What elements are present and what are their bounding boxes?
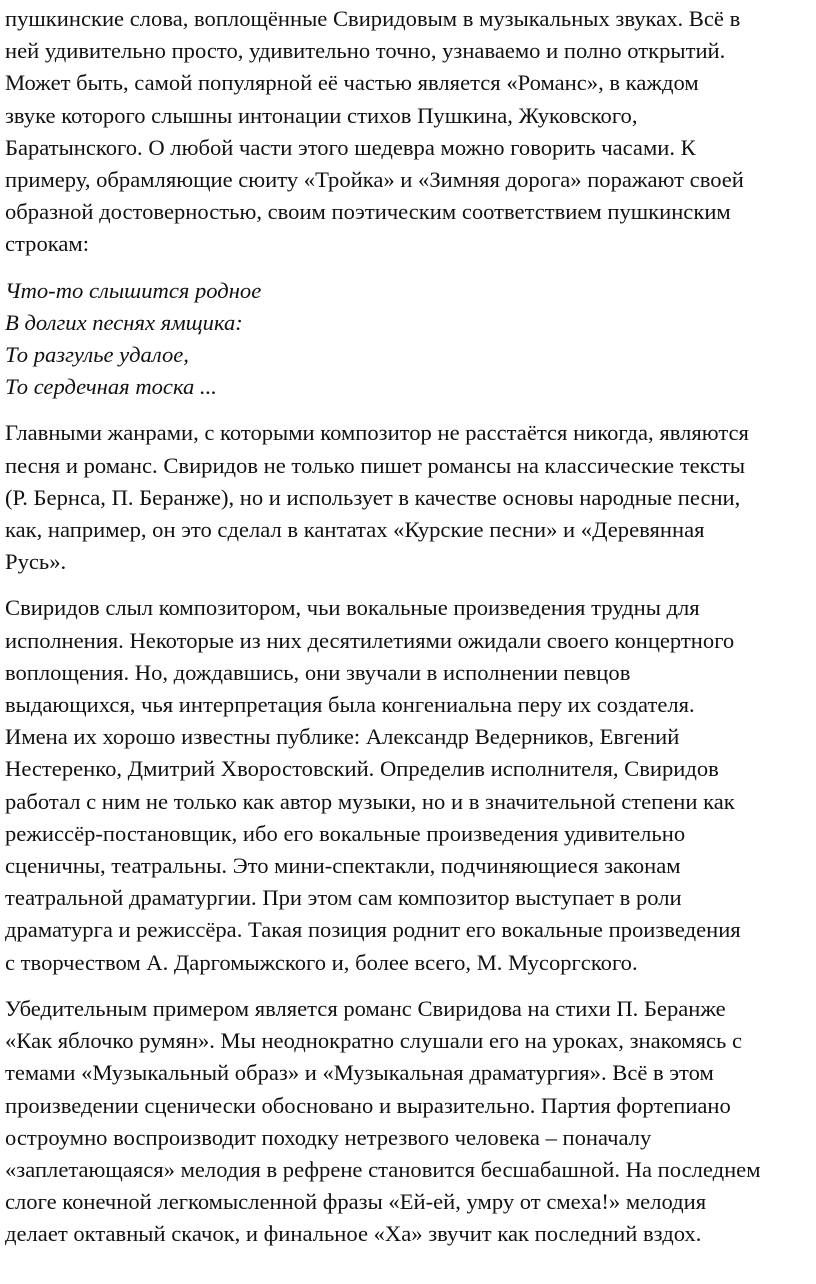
text-line: (Р. Бернса, П. Беранже), но и использует в качестве основы народные песни, [5,484,741,510]
text-line: ней удивительно просто, удивительно точно, узнаваемо и полно открытий. [5,38,726,64]
text-line: Убедительным примером является романс Свиридова на стихи П. Беранже [5,995,726,1021]
text-line: театральной драматургии. При этом сам композитор выступает в роли [5,885,682,911]
paragraph-genres [5,417,813,578]
verse-line: То сердечная тоска ... [5,374,217,400]
text-line: как, например, он это сделал в кантатах «Курские песни» и «Деревянная [5,517,705,543]
text-line: выдающихся, чья интерпретация была конгениальна перу их создателя. [5,692,695,718]
verse-line: В долгих песнях ямщика: [5,309,243,335]
text-line: Баратынского. О любой части этого шедевра можно говорить часами. К [5,134,696,160]
text-line: режиссёр-постановщик, ибо его вокальные произведения удивительно [5,820,686,846]
paragraph-vocal-works [5,592,813,978]
text-line: Русь». [5,549,67,575]
verse-line: То разгулье удалое, [5,342,189,368]
text-line: «Как яблочко румян». Мы неоднократно слушали его на уроках, знакомясь с [5,1028,743,1054]
text-line: образной достоверностью, своим поэтическим соответствием пушкинским [5,199,731,225]
text-line: Имена их хорошо известны публике: Александр Ведерников, Евгений [5,724,680,750]
text-line: звуке которого слышны интонации стихов Пушкина, Жуковского, [5,102,638,128]
text-line: исполнения. Некоторые из них десятилетиями ожидали своего концертного [5,627,735,653]
text-line: Нестеренко, Дмитрий Хворостовский. Определив исполнителя, Свиридов [5,756,719,782]
text-line: сценичны, театральны. Это мини-спектакли, подчиняющиеся законам [5,853,681,879]
text-line: Главными жанрами, с которыми композитор не расстаётся никогда, являются [5,420,749,446]
text-line: строкам: [5,231,90,257]
text-line: слоге конечной легкомысленной фразы «Ей-ей, умру от смеха!» мелодия [5,1189,707,1215]
text-line: песня и романс. Свиридов не только пишет романсы на классические тексты [5,452,746,478]
text-line: Свиридов слыл композитором, чьи вокальные произведения трудны для [5,595,700,621]
text-line: остроумно воспроизводит походку нетрезвого человека – поначалу [5,1124,652,1150]
text-line: Может быть, самой популярной её частью является «Романс», в каждом [5,70,699,96]
text-line: «заплетающаяся» мелодия в рефрене становится бесшабашной. На последнем [5,1156,761,1182]
paragraph-pushkin-words [5,3,813,261]
text-line: делает октавный скачок, и финальное «Ха» звучит как последний вздох. [5,1221,702,1247]
text-line: пушкинские слова, воплощённые Свиридовым в музыкальных звуках. Всё в [5,6,741,31]
verse-quote [5,275,813,404]
document-page [5,3,813,1265]
text-line: воплощения. Но, дождавшись, они звучали в исполнении певцов [5,659,631,685]
verse-line: Что-то слышится родное [5,277,262,303]
paragraph-beranger-romance [5,993,813,1251]
text-line: драматурга и режиссёра. Такая позиция роднит его вокальные произведения [5,917,741,943]
text-line: темами «Музыкальный образ» и «Музыкальная драматургия». Всё в этом [5,1060,714,1086]
text-line: с творчеством А. Даргомыжского и, более всего, М. Мусоргского. [5,949,638,975]
text-line: произведении сценически обосновано и выразительно. Партия фортепиано [5,1092,731,1118]
text-line: примеру, обрамляющие сюиту «Тройка» и «Зимняя дорога» поражают своей [5,167,744,193]
text-line: работал с ним не только как автор музыки, но и в значительной степени как [5,788,735,814]
